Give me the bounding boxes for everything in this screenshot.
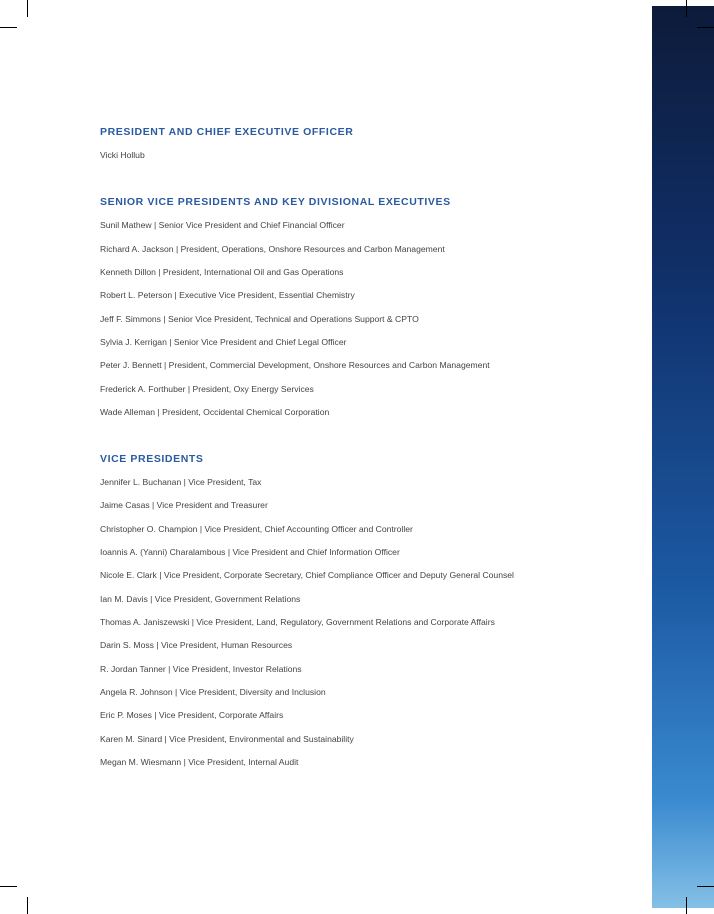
executive-entry: Sylvia J. Kerrigan | Senior Vice President and Chief Legal Officer [100,337,347,347]
section-heading-ceo: PRESIDENT AND CHIEF EXECUTIVE OFFICER [100,126,354,138]
executive-entry: R. Jordan Tanner | Vice President, Investor Relations [100,664,302,674]
executive-entry: Ian M. Davis | Vice President, Government Relations [100,594,301,604]
crop-mark [697,886,714,887]
crop-mark [27,0,28,17]
executive-entry: Eric P. Moses | Vice President, Corporate Affairs [100,710,284,720]
crop-mark [686,897,687,914]
crop-mark [686,0,687,17]
executive-entry: Sunil Mathew | Senior Vice President and Chief Financial Officer [100,220,345,230]
decorative-gradient-band [652,6,714,908]
section-heading-svp: SENIOR VICE PRESIDENTS AND KEY DIVISIONAL EXECUTIVES [100,196,451,208]
executive-entry: Peter J. Bennett | President, Commercial Development, Onshore Resources and Carbon Management [100,360,490,370]
crop-mark [27,897,28,914]
executive-entry: Wade Alleman | President, Occidental Chemical Corporation [100,407,330,417]
executive-entry: Megan M. Wiesmann | Vice President, Internal Audit [100,757,299,767]
section-heading-vp: VICE PRESIDENTS [100,453,204,465]
executive-entry: Jennifer L. Buchanan | Vice President, Tax [100,477,262,487]
executive-entry: Karen M. Sinard | Vice President, Environmental and Sustainability [100,734,354,744]
crop-mark [697,27,714,28]
executive-entry: Angela R. Johnson | Vice President, Diversity and Inclusion [100,687,326,697]
executive-entry: Jeff F. Simmons | Senior Vice President, Technical and Operations Support & CPTO [100,314,419,324]
executive-entry: Kenneth Dillon | President, International Oil and Gas Operations [100,267,344,277]
executive-entry: Vicki Hollub [100,150,145,160]
executive-entry: Thomas A. Janiszewski | Vice President, Land, Regulatory, Government Relations and Corporate Affairs [100,617,495,627]
executive-entry: Robert L. Peterson | Executive Vice President, Essential Chemistry [100,290,355,300]
executive-entry: Jaime Casas | Vice President and Treasurer [100,500,268,510]
executive-entry: Nicole E. Clark | Vice President, Corporate Secretary, Chief Compliance Officer and Deputy General Counsel [100,570,514,580]
executive-entry: Darin S. Moss | Vice President, Human Resources [100,640,293,650]
executive-entry: Frederick A. Forthuber | President, Oxy Energy Services [100,384,314,394]
executive-entry: Richard A. Jackson | President, Operations, Onshore Resources and Carbon Management [100,244,445,254]
crop-mark [0,27,17,28]
executive-entry: Ioannis A. (Yanni) Charalambous | Vice President and Chief Information Officer [100,547,400,557]
crop-mark [0,886,17,887]
executive-entry: Christopher O. Champion | Vice President, Chief Accounting Officer and Controller [100,524,413,534]
